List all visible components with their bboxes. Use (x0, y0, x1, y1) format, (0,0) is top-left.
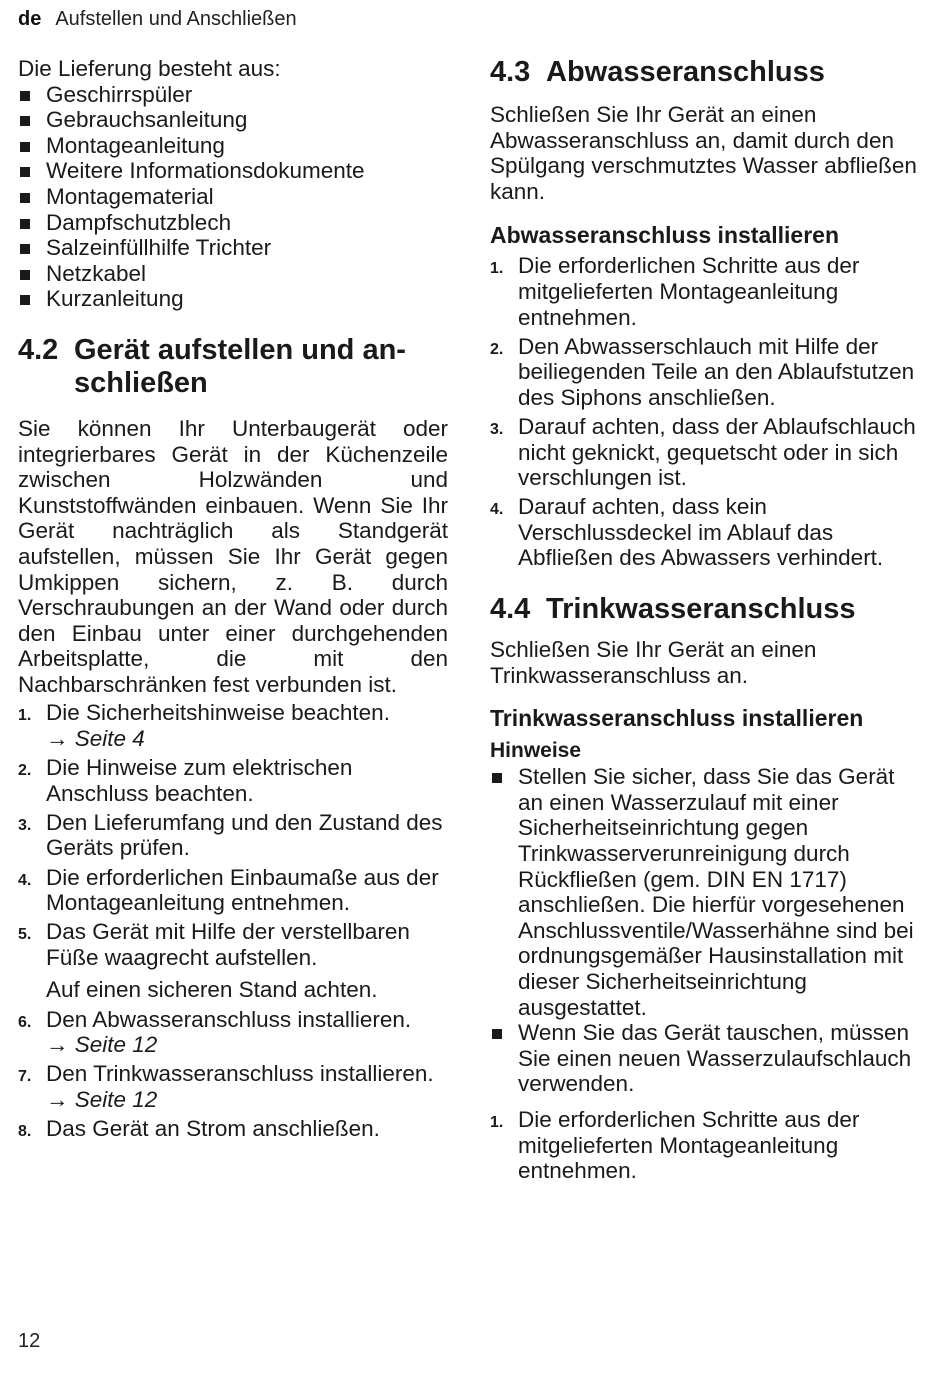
step-text: Den Abwasseranschluss installieren. (46, 1006, 412, 1032)
language-code: de (18, 8, 42, 30)
step-number: 8. (18, 1122, 32, 1140)
right-column (490, 56, 920, 1187)
step-text: Das Gerät mit Hilfe der verstellbaren Füße waagrecht aufstellen. (46, 919, 410, 970)
list-item: Dampfschutzblech (18, 210, 448, 236)
page-header (18, 8, 297, 31)
step-number: 2. (18, 762, 32, 780)
list-item: Weitere Informationsdokumente (18, 158, 448, 184)
step-item (490, 494, 920, 571)
section-4-2-body: Sie können Ihr Unterbaugerät oder integrierbares Gerät in der Küchenzeile zwischen Holzwänden und Kunststoffwänden einbauen. Wenn Sie Ihr Gerät nachträglich als Standgerät aufstellen, müssen Sie Ihr Gerät gegen Umkippen sichern, z. B. durch Verschraubungen an der Wand oder durch den Einbau unter einer durchgehenden Arbeitsplatte, die mit den Nachbarschränken fest verbunden ist. (18, 415, 448, 697)
section-title-line2: schließen (74, 366, 208, 399)
step-number: 1. (490, 260, 504, 278)
step-number: 1. (490, 1113, 504, 1131)
list-item: Montagematerial (18, 184, 448, 210)
section-number: 4.3 (490, 56, 531, 88)
chapter-title: Aufstellen und Anschließen (55, 8, 297, 30)
page-number: 12 (18, 1330, 41, 1352)
page-reference-link[interactable]: → Seite 12 (46, 1032, 158, 1058)
notes-heading: Hinweise (490, 739, 582, 763)
step-text: Die Sicherheitshinweise beachten. (46, 700, 390, 726)
step-text: Die erforderlichen Schritte aus der mitgelieferten Montageanleitung entnehmen. (518, 253, 860, 330)
step-number: 6. (18, 1013, 32, 1031)
list-item: Salzeinfüllhilfe Trichter (18, 235, 448, 261)
list-item: Gebrauchsanleitung (18, 107, 448, 133)
step-text: Die erforderlichen Einbaumaße aus der Montageanleitung entnehmen. (46, 864, 439, 916)
page-reference-link[interactable]: → Seite 12 (46, 1086, 158, 1112)
step-text: Die erforderlichen Schritte aus der mitgelieferten Montageanleitung entnehmen. (518, 1106, 860, 1184)
step-item (18, 1116, 448, 1142)
step-item (490, 334, 920, 411)
section-title: Abwasseranschluss (546, 56, 825, 88)
subheading-abwasser: Abwasseranschluss installieren (490, 222, 839, 249)
left-column (18, 56, 448, 1145)
step-text: Die Hinweise zum elektrischen Anschluss beachten. (46, 755, 353, 806)
step-item (490, 1107, 920, 1184)
step-number: 3. (18, 816, 32, 834)
step-item (18, 810, 448, 861)
section-title-line1: Gerät aufstellen und an- (74, 333, 406, 366)
step-number: 3. (490, 420, 504, 438)
section-heading-4-3 (490, 56, 920, 89)
water-steps (490, 1107, 920, 1184)
delivery-list (18, 82, 448, 312)
drain-steps (490, 253, 920, 571)
step-item (18, 755, 448, 806)
step-number: 7. (18, 1068, 32, 1086)
section-number: 4.2 (18, 333, 59, 366)
step-item (490, 253, 920, 330)
step-number: 4. (18, 871, 32, 889)
step-text: Darauf achten, dass der Ablaufschlauch nicht geknickt, gequetscht oder in sich verschlungen ist. (518, 413, 916, 491)
list-item: Montageanleitung (18, 133, 448, 159)
step-number: 5. (18, 926, 32, 944)
step-text: Das Gerät an Strom anschließen. (46, 1115, 380, 1141)
setup-steps (18, 700, 448, 1141)
section-heading-4-2 (18, 334, 448, 400)
section-number: 4.4 (490, 593, 531, 625)
step-item (490, 414, 920, 491)
step-item (18, 919, 448, 1003)
step-text: Den Trinkwasseranschluss installieren. (46, 1061, 434, 1087)
step-text: Den Abwasserschlauch mit Hilfe der beiliegenden Teile an den Ablaufstutzen des Siphons anschließen. (518, 333, 915, 410)
note-item: Stellen Sie sicher, dass Sie das Gerät an einen Wasserzulauf mit einer Sicherheitseinrichtung gegen Trinkwasserverunreinigung durch Rückfließen (gem. DIN EN 1717) anschließen. Die hierfür vorgesehenen Anschlussventile/Wasserhähne sind bei ordnungsgemäßer Hausinstallation mit dieser Sicherheitseinrichtung ausgestattet. (490, 764, 920, 1020)
list-item: Kurzanleitung (18, 286, 448, 312)
step-text: Den Lieferumfang und den Zustand des Geräts prüfen. (46, 809, 443, 861)
step-item (18, 700, 448, 751)
subheading-trinkwasser: Trinkwasseranschluss installieren (490, 705, 864, 732)
delivery-intro: Die Lieferung besteht aus: (18, 56, 281, 81)
step-number: 4. (490, 501, 504, 519)
note-item: Wenn Sie das Gerät tauschen, müssen Sie einen neuen Wasserzulaufschlauch verwenden. (490, 1020, 920, 1097)
section-4-4-body: Schließen Sie Ihr Gerät an einen Trinkwasseranschluss an. (490, 637, 817, 688)
step-item (18, 865, 448, 916)
step-item (18, 1007, 448, 1058)
list-item: Geschirrspüler (18, 82, 448, 108)
notes-list (490, 764, 920, 1097)
section-heading-4-4 (490, 593, 920, 626)
section-4-3-body: Schließen Sie Ihr Gerät an einen Abwasseranschluss an, damit durch den Spülgang verschmutztes Wasser abfließen kann. (490, 102, 917, 204)
page-reference-link[interactable]: → Seite 4 (46, 726, 145, 752)
step-number: 1. (18, 707, 32, 725)
step-item (18, 1061, 448, 1112)
step-subtext: Auf einen sicheren Stand achten. (46, 977, 378, 1003)
step-number: 2. (490, 340, 504, 358)
list-item: Netzkabel (18, 261, 448, 287)
step-text: Darauf achten, dass kein Verschlussdeckel im Ablauf das Abfließen des Abwassers verhindert. (518, 494, 884, 571)
section-title: Trinkwasseranschluss (546, 593, 856, 625)
